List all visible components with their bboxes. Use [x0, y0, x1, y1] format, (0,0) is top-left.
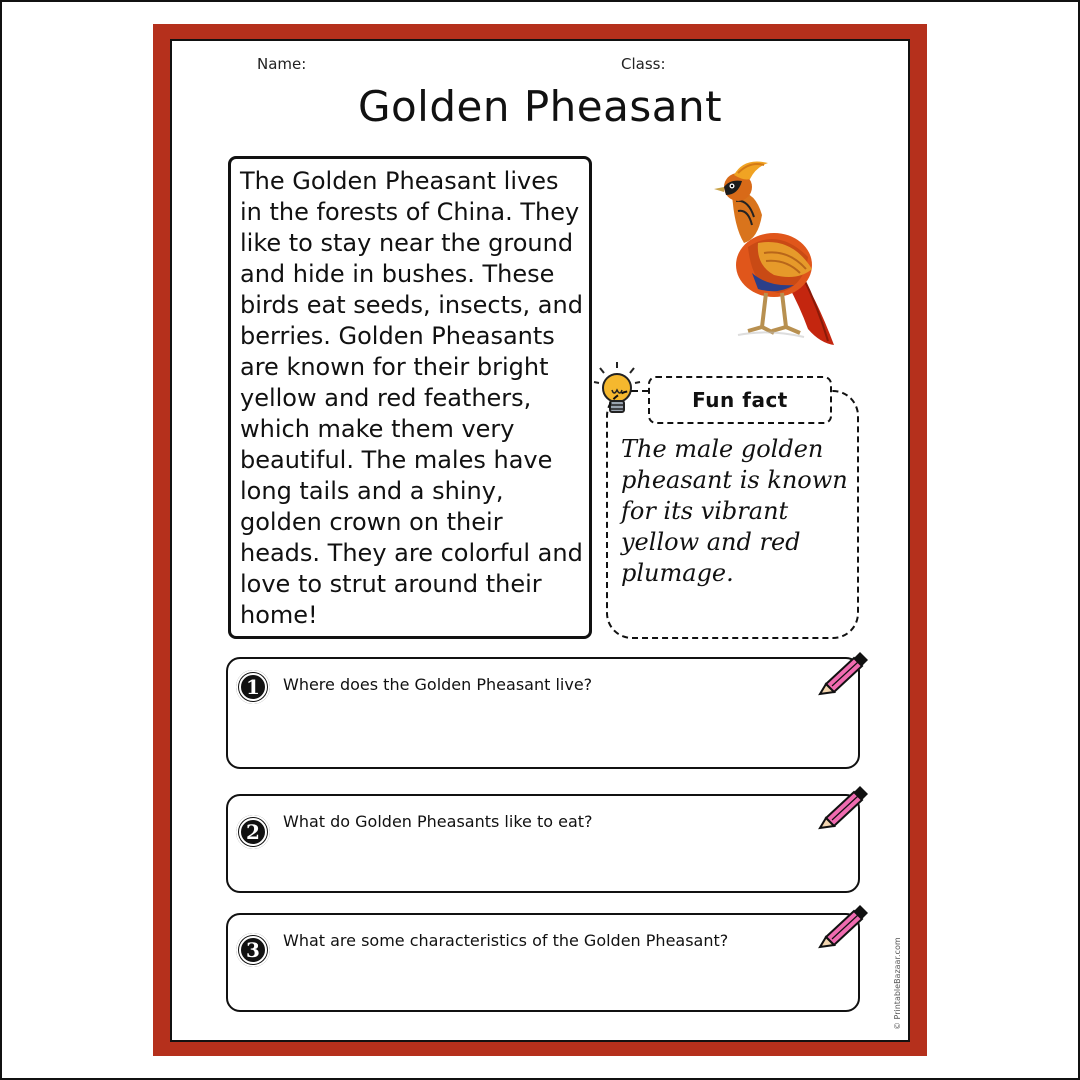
pencil-icon [816, 903, 872, 949]
question-2-text: What do Golden Pheasants like to eat? [283, 812, 593, 831]
question-2-answer-box[interactable] [226, 794, 860, 893]
fun-fact-text: The male golden pheasant is known for its vibrant yellow and red plumage. [621, 435, 848, 587]
question-3-number-badge: 3 [236, 933, 270, 967]
question-3-answer-box[interactable] [226, 913, 860, 1012]
fun-fact-label: Fun fact [648, 376, 832, 424]
worksheet-title: Golden Pheasant [357, 82, 723, 131]
question-1-text: Where does the Golden Pheasant live? [283, 675, 593, 694]
copyright-watermark: © PrintableBazaar.com [893, 937, 902, 1030]
class-label: Class: [621, 55, 666, 73]
pencil-icon [816, 650, 872, 696]
question-1-answer-box[interactable] [226, 657, 860, 769]
name-label: Name: [257, 55, 307, 73]
question-2-number-badge: 2 [236, 815, 270, 849]
pencil-icon [816, 784, 872, 830]
reading-passage-text: The Golden Pheasant lives in the forests of China. They like to stay near the ground and hide in bushes. These birds eat seeds, insects, and berries. Golden Pheasants are known for their bright yellow and red feathers, which make them very beautiful. The males have long tails and a shiny, golden crown on their heads. They are colorful and love to strut around their home! [240, 167, 583, 629]
question-1-number-badge: 1 [236, 670, 270, 704]
question-3-text: What are some characteristics of the Golden Pheasant? [283, 931, 729, 950]
golden-pheasant-illustration [708, 157, 840, 349]
